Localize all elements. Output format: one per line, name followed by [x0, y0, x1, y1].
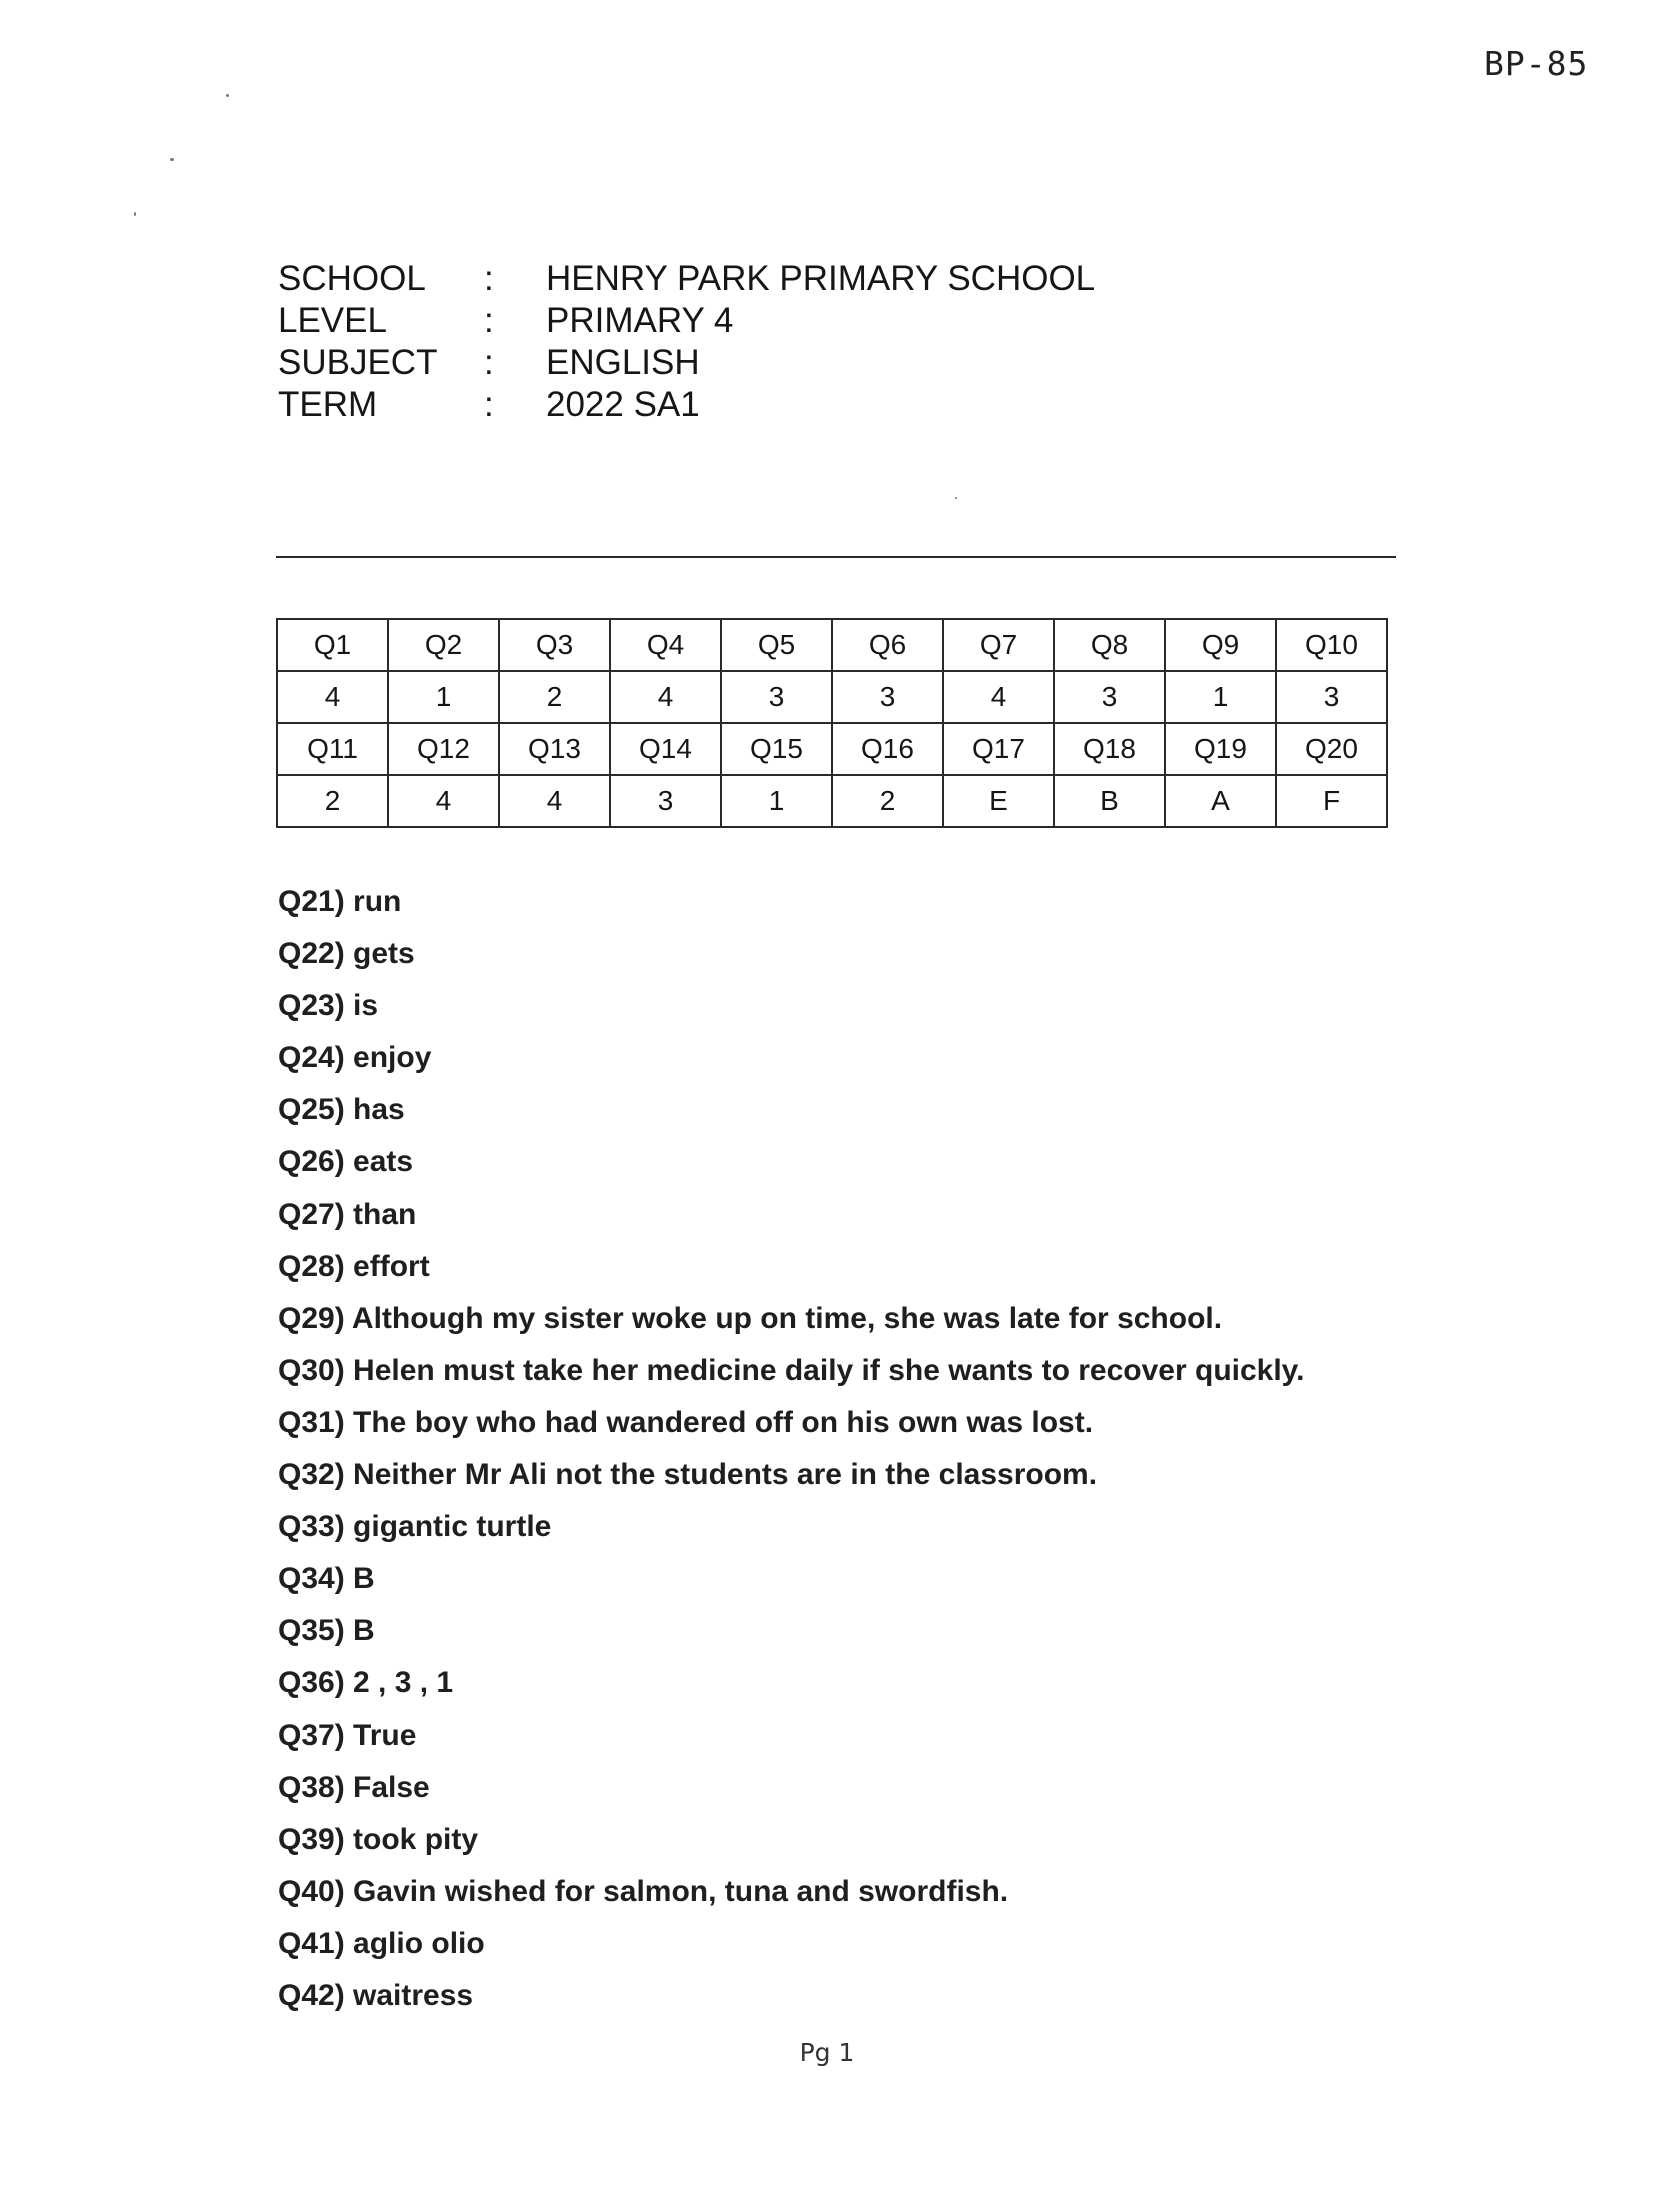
- answer-key-cell: 3: [832, 671, 943, 723]
- answer-key-row: [277, 671, 1387, 723]
- page-number: Pg 1: [799, 2038, 855, 2067]
- answer-key-cell: B: [1054, 775, 1165, 827]
- question-number-cell: Q19: [1165, 723, 1276, 775]
- answer-item: Q23) is: [278, 989, 379, 1023]
- answer-item: Q39) took pity: [278, 1822, 479, 1856]
- answer-list: [278, 876, 1304, 2022]
- answer-item: Q40) Gavin wished for salmon, tuna and swordfish.: [278, 1874, 1009, 1908]
- question-number-cell: Q5: [721, 619, 832, 671]
- question-number-cell: Q8: [1054, 619, 1165, 671]
- info-row-level: [278, 300, 1095, 342]
- answer-item: Q34) B: [278, 1562, 375, 1596]
- question-number-cell: Q17: [943, 723, 1054, 775]
- question-number-cell: Q6: [832, 619, 943, 671]
- question-number-cell: Q10: [1276, 619, 1387, 671]
- info-label: SCHOOL: [278, 259, 426, 298]
- page-code: BP-85: [1484, 44, 1589, 83]
- question-number-cell: Q12: [388, 723, 499, 775]
- answer-item: Q27) than: [278, 1197, 417, 1231]
- info-label: SUBJECT: [278, 343, 438, 382]
- answer-item: Q29) Although my sister woke up on time, she was late for school.: [278, 1301, 1223, 1335]
- info-value: HENRY PARK PRIMARY SCHOOL: [546, 259, 1096, 298]
- answer-item: Q25) has: [278, 1093, 405, 1127]
- question-number-row: [277, 723, 1387, 775]
- answer-key-cell: 3: [721, 671, 832, 723]
- answer-key-cell: 3: [1276, 671, 1387, 723]
- answer-key-cell: 1: [721, 775, 832, 827]
- question-number-row: [277, 619, 1387, 671]
- answer-key-cell: 2: [277, 775, 388, 827]
- info-label: LEVEL: [278, 301, 387, 340]
- info-value: 2022 SA1: [546, 385, 700, 424]
- info-row-term: [278, 384, 1095, 426]
- question-number-cell: Q13: [499, 723, 610, 775]
- info-colon: :: [484, 385, 494, 424]
- answer-item: Q36) 2 , 3 , 1: [278, 1666, 454, 1700]
- info-label: TERM: [278, 385, 378, 424]
- question-number-cell: Q4: [610, 619, 721, 671]
- answer-key-cell: E: [943, 775, 1054, 827]
- answer-key-cell: 3: [610, 775, 721, 827]
- answer-key-cell: F: [1276, 775, 1387, 827]
- answer-item: Q30) Helen must take her medicine daily if she wants to recover quickly.: [278, 1353, 1305, 1387]
- answer-key-cell: 3: [1054, 671, 1165, 723]
- answer-item: Q35) B: [278, 1614, 375, 1648]
- question-number-cell: Q18: [1054, 723, 1165, 775]
- info-colon: :: [484, 259, 494, 298]
- question-number-cell: Q16: [832, 723, 943, 775]
- question-number-cell: Q3: [499, 619, 610, 671]
- answer-key-cell: 4: [943, 671, 1054, 723]
- info-colon: :: [484, 301, 494, 340]
- question-number-cell: Q1: [277, 619, 388, 671]
- question-number-cell: Q14: [610, 723, 721, 775]
- question-number-cell: Q15: [721, 723, 832, 775]
- scan-speck: [226, 94, 229, 97]
- answer-key-cell: 4: [499, 775, 610, 827]
- answer-item: Q26) eats: [278, 1145, 414, 1179]
- question-number-cell: Q20: [1276, 723, 1387, 775]
- answer-key-cell: 2: [832, 775, 943, 827]
- answer-key-cell: 4: [277, 671, 388, 723]
- info-value: PRIMARY 4: [546, 301, 734, 340]
- question-number-cell: Q11: [277, 723, 388, 775]
- answer-key-cell: 4: [388, 775, 499, 827]
- info-row-subject: [278, 342, 1095, 384]
- answer-key-cell: 1: [388, 671, 499, 723]
- answer-item: Q32) Neither Mr Ali not the students are in the classroom.: [278, 1458, 1098, 1492]
- answer-item: Q42) waitress: [278, 1978, 474, 2012]
- mcq-answer-table: [276, 618, 1388, 828]
- question-number-cell: Q2: [388, 619, 499, 671]
- answer-item: Q21) run: [278, 885, 402, 918]
- info-row-school: [278, 258, 1095, 300]
- answer-item: Q22) gets: [278, 937, 415, 971]
- answer-item: Q41) aglio olio: [278, 1926, 485, 1960]
- info-colon: :: [484, 343, 494, 382]
- answer-item: Q28) effort: [278, 1249, 430, 1283]
- answer-key-cell: A: [1165, 775, 1276, 827]
- answer-item: Q38) False: [278, 1770, 430, 1804]
- answer-item: Q33) gigantic turtle: [278, 1510, 552, 1544]
- answer-key-cell: 4: [610, 671, 721, 723]
- scan-speck: [955, 497, 957, 499]
- scan-speck: [134, 212, 136, 216]
- exam-info-header: [278, 258, 1095, 426]
- answer-key-cell: 2: [499, 671, 610, 723]
- horizontal-divider: [276, 556, 1396, 558]
- question-number-cell: Q7: [943, 619, 1054, 671]
- answer-key-row: [277, 775, 1387, 827]
- answer-item: Q37) True: [278, 1718, 417, 1752]
- question-number-cell: Q9: [1165, 619, 1276, 671]
- scan-speck: [170, 158, 174, 161]
- info-value: ENGLISH: [546, 343, 700, 382]
- answer-item: Q24) enjoy: [278, 1041, 432, 1075]
- answer-item: Q31) The boy who had wandered off on his own was lost.: [278, 1405, 1094, 1439]
- answer-key-cell: 1: [1165, 671, 1276, 723]
